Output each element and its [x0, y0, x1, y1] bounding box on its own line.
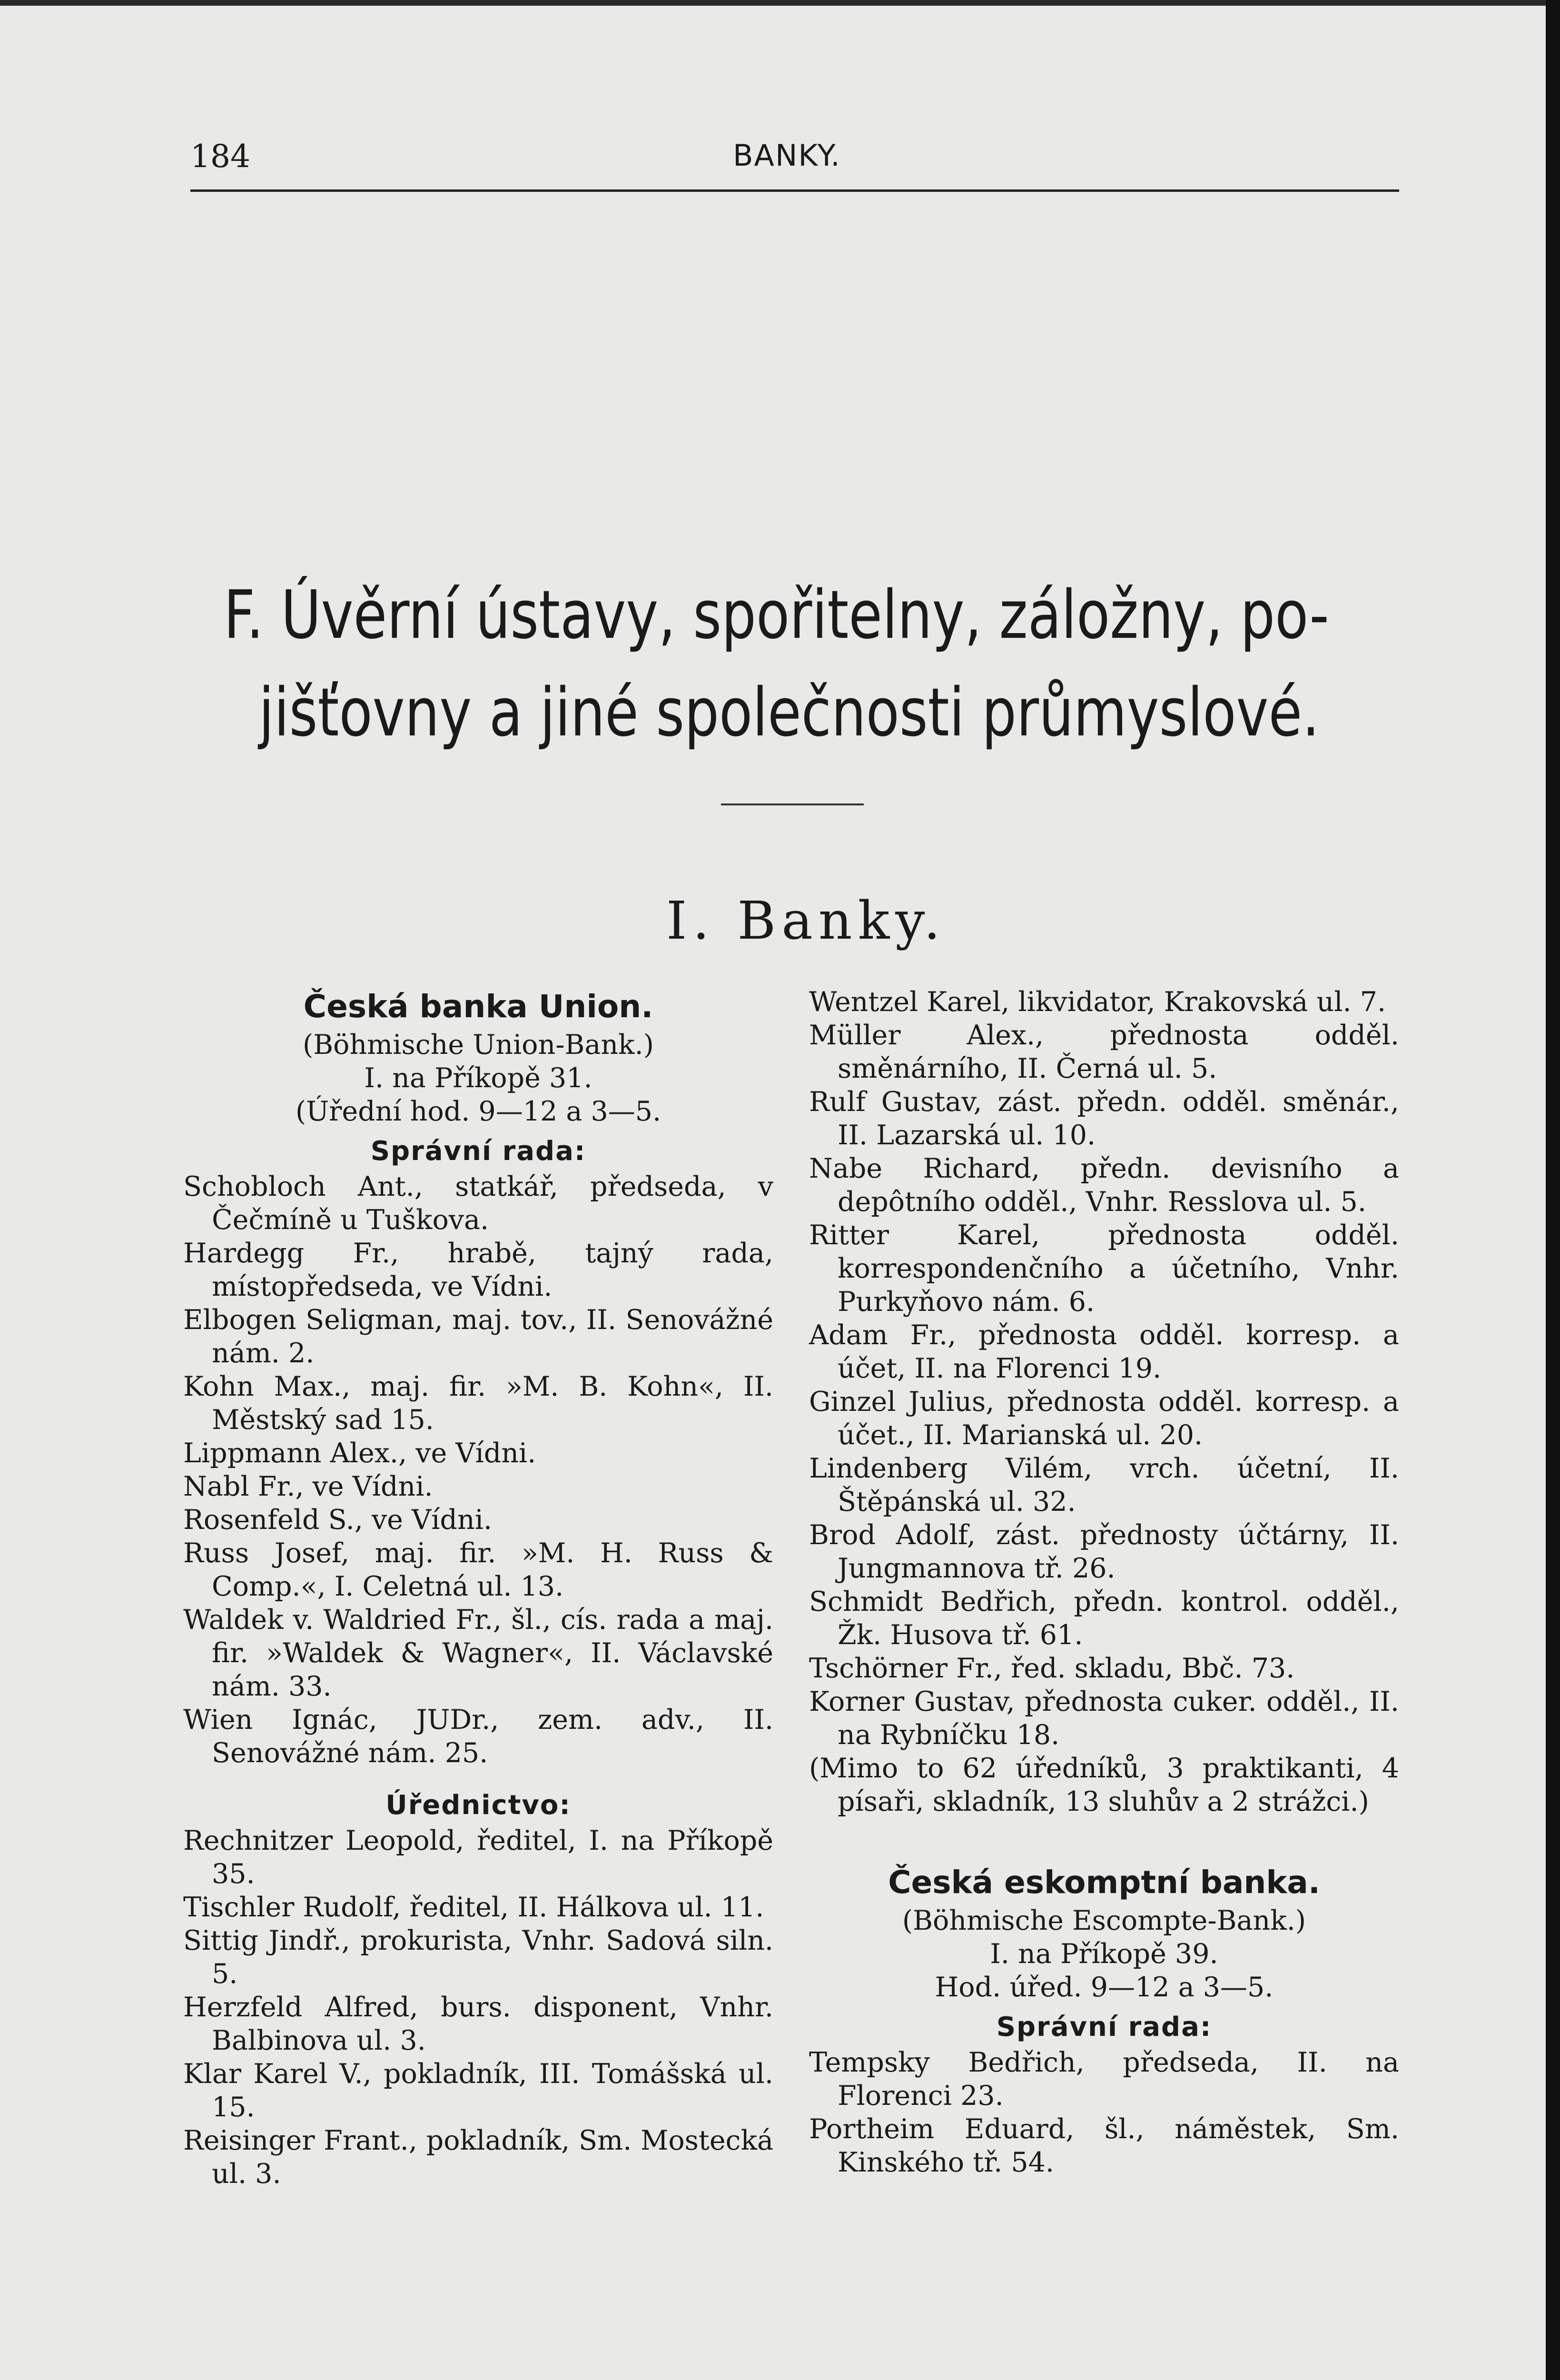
- bank-title: Česká banka Union.: [303, 988, 653, 1025]
- section-heading-line-2: jišťovny a jiné společnosti průmyslové.: [258, 674, 1320, 752]
- list-item: Hardegg Fr., hrabě, tajný rada, místopředseda, ve Vídni.: [183, 1238, 773, 1302]
- page-right-edge: [1546, 0, 1560, 2380]
- page-number: 184: [190, 138, 250, 175]
- list-item: Tschörner Fr., řed. skladu, Bbč. 73.: [809, 1653, 1295, 1684]
- section-heading-line-1: F. Úvěrní ústavy, spořitelny, záložny, po-: [224, 576, 1329, 654]
- bank-address: I. na Příkopě 39.: [990, 1938, 1218, 1970]
- spacer: [809, 1818, 1399, 1861]
- list-item: Rechnitzer Leopold, ředitel, I. na Příkopě 35.: [183, 1825, 773, 1890]
- list-item: Sittig Jindř., prokurista, Vnhr. Sadová siln. 5.: [183, 1925, 773, 1990]
- list-item: Tempsky Bedřich, předseda, II. na Florenci 23.: [809, 2047, 1399, 2112]
- section-heading: [224, 566, 1329, 762]
- list-item: Kohn Max., maj. fir. »M. B. Kohn«, II. Městský sad 15.: [183, 1371, 773, 1436]
- list-item: Portheim Eduard, šl., náměstek, Sm. Kinského tř. 54.: [809, 2113, 1399, 2178]
- left-column: [183, 985, 773, 2191]
- list-item: Russ Josef, maj. fir. »M. H. Russ & Comp.«, I. Celetná ul. 13.: [183, 1537, 773, 1602]
- list-item: Nabe Richard, předn. devisního a depôtního odděl., Vnhr. Resslova ul. 5.: [809, 1153, 1399, 1218]
- running-header: [190, 138, 1399, 190]
- list-item: Rosenfeld S., ve Vídni.: [183, 1504, 492, 1536]
- bank-address: I. na Příkopě 31.: [364, 1062, 592, 1094]
- list-item: Lippmann Alex., ve Vídni.: [183, 1438, 536, 1469]
- list-item: Nabl Fr., ve Vídni.: [183, 1471, 433, 1502]
- bank-german-name: (Böhmische Escompte-Bank.): [902, 1905, 1306, 1936]
- list-item: Elbogen Seligman, maj. tov., II. Senovážné nám. 2.: [183, 1304, 773, 1369]
- list-item: Brod Adolf, zást. přednosty účtárny, II. Jungmannova tř. 26.: [809, 1519, 1399, 1584]
- list-item: Klar Karel V., pokladník, III. Tomášská ul. 15.: [183, 2058, 773, 2123]
- list-item: Tischler Rudolf, ředitel, II. Hálkova ul. 11.: [183, 1892, 764, 1923]
- list-item: Wien Ignác, JUDr., zem. adv., II. Senovážné nám. 25.: [183, 1704, 773, 1769]
- list-item: Wentzel Karel, likvidator, Krakovská ul. 7.: [809, 986, 1386, 1018]
- bank-german-name: (Böhmische Union-Bank.): [303, 1029, 654, 1061]
- list-item: Schobloch Ant., statkář, předseda, v Čečmíně u Tuškova.: [183, 1171, 773, 1236]
- list-item: Schmidt Bedřich, předn. kontrol. odděl., Žk. Husova tř. 61.: [809, 1586, 1399, 1651]
- list-item: Adam Fr., přednosta odděl. korresp. a účet, II. na Florenci 19.: [809, 1319, 1399, 1384]
- bank-hours: Hod. úřed. 9—12 a 3—5.: [935, 1972, 1274, 2003]
- page-top-edge: [0, 0, 1560, 6]
- board-heading: Správní rada:: [996, 2012, 1212, 2043]
- list-item: Rulf Gustav, zást. předn. odděl. směnár., II. Lazarská ul. 10.: [809, 1086, 1399, 1151]
- bank-title: Česká eskomptní banka.: [888, 1864, 1320, 1901]
- list-item: Ritter Karel, přednosta odděl. korrespondenčního a účetního, Vnhr. Purkyňovo nám. 6.: [809, 1220, 1399, 1318]
- list-item: Herzfeld Alfred, burs. disponent, Vnhr. Balbinova ul. 3.: [183, 1992, 773, 2056]
- list-item: Reisinger Frant., pokladník, Sm. Mostecká ul. 3.: [183, 2125, 773, 2190]
- list-item: Ginzel Julius, přednosta odděl. korresp. a účet., II. Marianská ul. 20.: [809, 1386, 1399, 1451]
- subsection-heading: I. Banky.: [666, 890, 946, 951]
- staff-note: (Mimo to 62 úředníků, 3 praktikanti, 4 písaři, skladník, 13 sluhův a 2 strážci.): [809, 1753, 1399, 1817]
- staff-heading: Úřednictvo:: [385, 1790, 571, 1821]
- list-item: Korner Gustav, přednosta cuker. odděl., II. na Rybníčku 18.: [809, 1686, 1399, 1751]
- list-item: Müller Alex., přednosta odděl. směnárního, II. Černá ul. 5.: [809, 1020, 1399, 1084]
- header-rule: [190, 189, 1399, 192]
- running-title: BANKY.: [733, 138, 841, 173]
- list-item: Waldek v. Waldried Fr., šl., cís. rada a maj. fir. »Waldek & Wagner«, II. Václavské nám. 33.: [183, 1604, 773, 1702]
- separator-rule: [721, 803, 864, 805]
- list-item: Lindenberg Vilém, vrch. účetní, II. Štěpánská ul. 32.: [809, 1453, 1399, 1517]
- board-heading: Správní rada:: [370, 1136, 586, 1167]
- right-column: [809, 985, 1399, 2179]
- bank-hours: (Úřední hod. 9—12 a 3—5.: [295, 1096, 662, 1127]
